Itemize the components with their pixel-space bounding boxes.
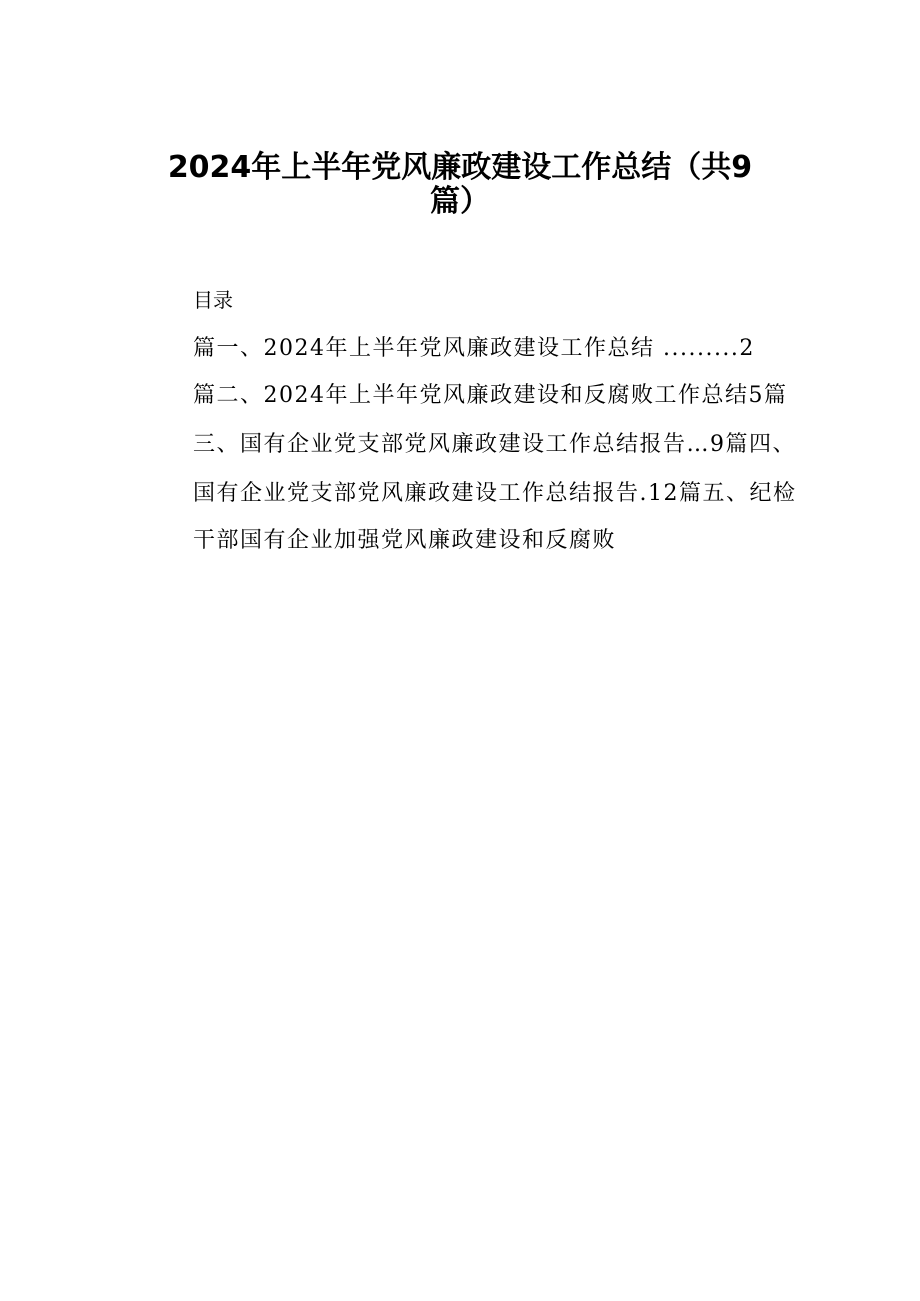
toc-heading: 目录 (193, 288, 233, 312)
toc-line: 国有企业党支部党风廉政建设工作总结报告.12篇五、纪检 (193, 481, 797, 506)
toc-line: 篇一、2024年上半年党风廉政建设工作总结 .........2 (193, 336, 755, 361)
toc-line: 三、国有企业党支部党风廉政建设工作总结报告…9篇四、 (193, 432, 796, 457)
document-title-line-1: 2024年上半年党风廉政建设工作总结（共9 (167, 150, 753, 185)
toc-line: 篇二、2024年上半年党风廉政建设和反腐败工作总结5篇 (193, 383, 788, 408)
document-title-line-2: 篇） (430, 184, 490, 219)
toc-line: 干部国有企业加强党风廉政建设和反腐败 (193, 528, 617, 553)
